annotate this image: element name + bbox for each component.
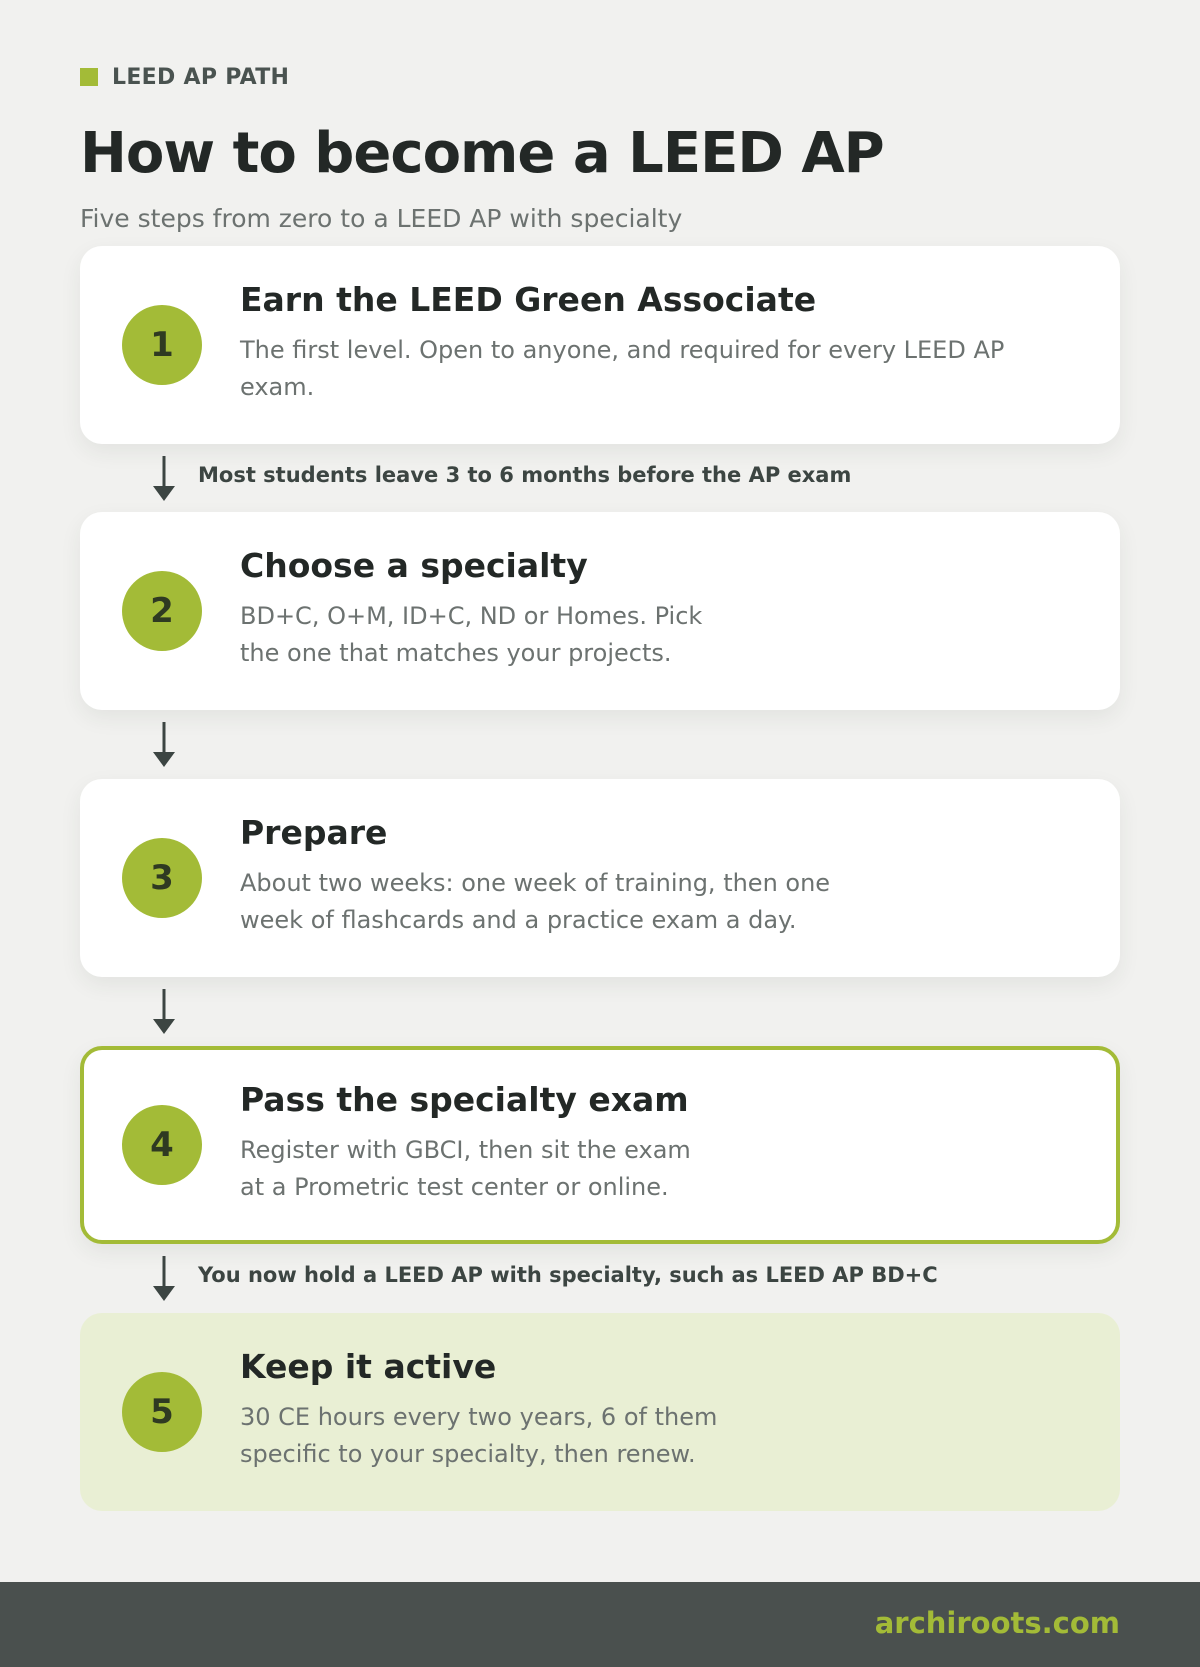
connector-note: You now hold a LEED AP with specialty, such as LEED AP BD+C <box>198 1263 938 1287</box>
step-body <box>240 1080 1076 1206</box>
step-title: Keep it active <box>240 1347 497 1386</box>
page-title: How to become a LEED AP <box>80 121 884 186</box>
step-card-3 <box>80 779 1120 977</box>
arrow-down-icon <box>152 987 176 1035</box>
step-body <box>240 546 1080 672</box>
step-description-line: About two weeks: one week of training, then one <box>240 868 831 897</box>
step-description <box>240 332 1080 406</box>
eyebrow <box>80 62 1120 92</box>
step-description-line: the one that matches your projects. <box>240 638 672 667</box>
step-body <box>240 813 1080 939</box>
connector-1 <box>152 452 1052 504</box>
step-card-1 <box>80 246 1120 444</box>
step-card-4 <box>80 1046 1120 1244</box>
arrow-down-icon <box>152 720 176 768</box>
step-description <box>240 865 1080 939</box>
step-description-line: at a Prometric test center or online. <box>240 1172 669 1201</box>
footer <box>0 1582 1200 1667</box>
step-body <box>240 280 1080 406</box>
step-description-line: Register with GBCI, then sit the exam <box>240 1135 691 1164</box>
arrow-down-icon <box>152 1254 176 1302</box>
step-number-badge: 5 <box>122 1372 202 1452</box>
arrow-down-icon <box>152 454 176 502</box>
step-description-line: BD+C, O+M, ID+C, ND or Homes. Pick <box>240 601 703 630</box>
footer-site-link[interactable]: archiroots.com <box>874 1606 1120 1640</box>
page-subtitle: Five steps from zero to a LEED AP with specialty <box>80 204 683 233</box>
step-number-badge: 1 <box>122 305 202 385</box>
connector-4 <box>152 1252 1052 1304</box>
step-number-badge: 2 <box>122 571 202 651</box>
step-body <box>240 1347 1080 1473</box>
connector-2 <box>152 718 1052 770</box>
step-card-2 <box>80 512 1120 710</box>
step-description-line: week of flashcards and a practice exam a day. <box>240 905 797 934</box>
step-description-line: specific to your specialty, then renew. <box>240 1439 696 1468</box>
step-description <box>240 1132 1076 1206</box>
step-title: Earn the LEED Green Associate <box>240 280 817 319</box>
step-title: Pass the specialty exam <box>240 1080 689 1119</box>
step-description-line: The first level. Open to anyone, and required for every LEED AP exam. <box>240 335 1005 401</box>
step-description <box>240 598 1080 672</box>
step-number-badge: 3 <box>122 838 202 918</box>
connector-3 <box>152 985 1052 1037</box>
step-description-line: 30 CE hours every two years, 6 of them <box>240 1402 718 1431</box>
step-number-badge: 4 <box>122 1105 202 1185</box>
step-description <box>240 1399 1080 1473</box>
eyebrow-square-icon <box>80 68 98 86</box>
step-title: Choose a specialty <box>240 546 588 585</box>
step-card-5 <box>80 1313 1120 1511</box>
step-title: Prepare <box>240 813 388 852</box>
eyebrow-label: LEED AP PATH <box>112 64 290 90</box>
header <box>80 62 1120 234</box>
connector-note: Most students leave 3 to 6 months before the AP exam <box>198 463 852 487</box>
